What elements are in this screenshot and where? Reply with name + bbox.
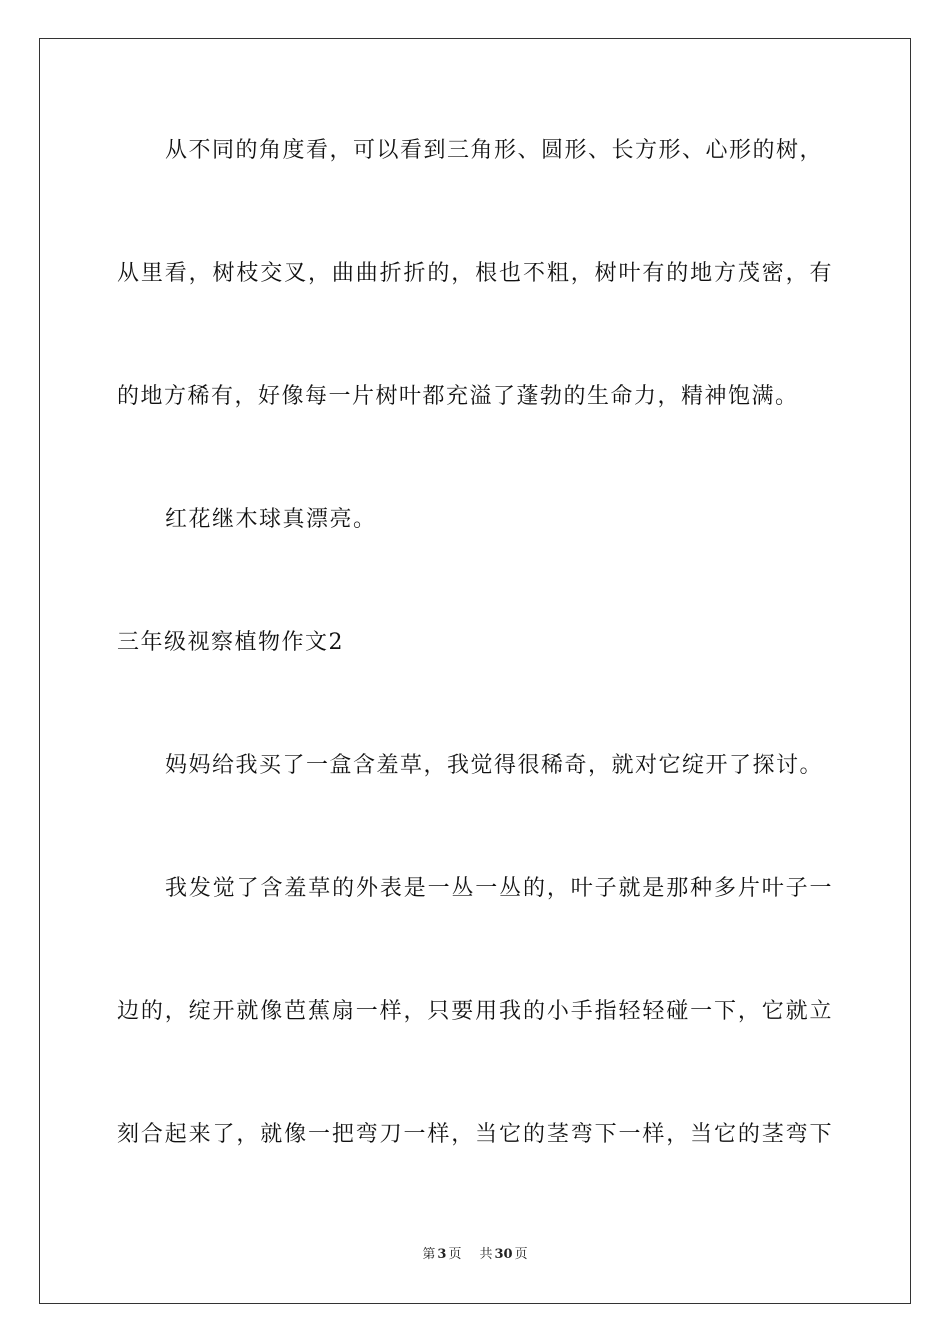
footer-page-total: 30 [494,1247,513,1262]
paragraph-4-line-1: 我发觉了含羞草的外表是一丛一丛的，叶子就是那种多片叶子一 [165,876,833,901]
section-heading: 三年级视察植物作文2 [117,630,344,655]
paragraph-3-line-1: 妈妈给我买了一盒含羞草，我觉得很稀奇，就对它绽开了探讨。 [165,753,824,778]
footer-total-suffix: 页 [514,1247,528,1262]
footer-total-prefix: 共 [479,1247,493,1262]
paragraph-4-line-3: 刻合起来了，就像一把弯刀一样，当它的茎弯下一样，当它的茎弯下 [117,1122,833,1147]
page-border [39,38,911,1304]
paragraph-4-line-2: 边的，绽开就像芭蕉扇一样，只要用我的小手指轻轻碰一下，它就立 [117,999,833,1024]
paragraph-1-line-2: 从里看，树枝交叉，曲曲折折的，根也不粗，树叶有的地方茂密，有 [117,261,833,286]
page-footer [0,1246,950,1264]
paragraph-1-line-3: 的地方稀有，好像每一片树叶都充溢了蓬勃的生命力，精神饱满。 [117,384,799,409]
footer-page-current: 3 [437,1247,447,1262]
paragraph-2-line-1: 红花继木球真漂亮。 [165,507,377,532]
footer-page-prefix: 第 [422,1247,436,1262]
paragraph-1-line-1: 从不同的角度看，可以看到三角形、圆形、长方形、心形的树， [165,138,824,163]
footer-page-suffix: 页 [448,1247,462,1262]
